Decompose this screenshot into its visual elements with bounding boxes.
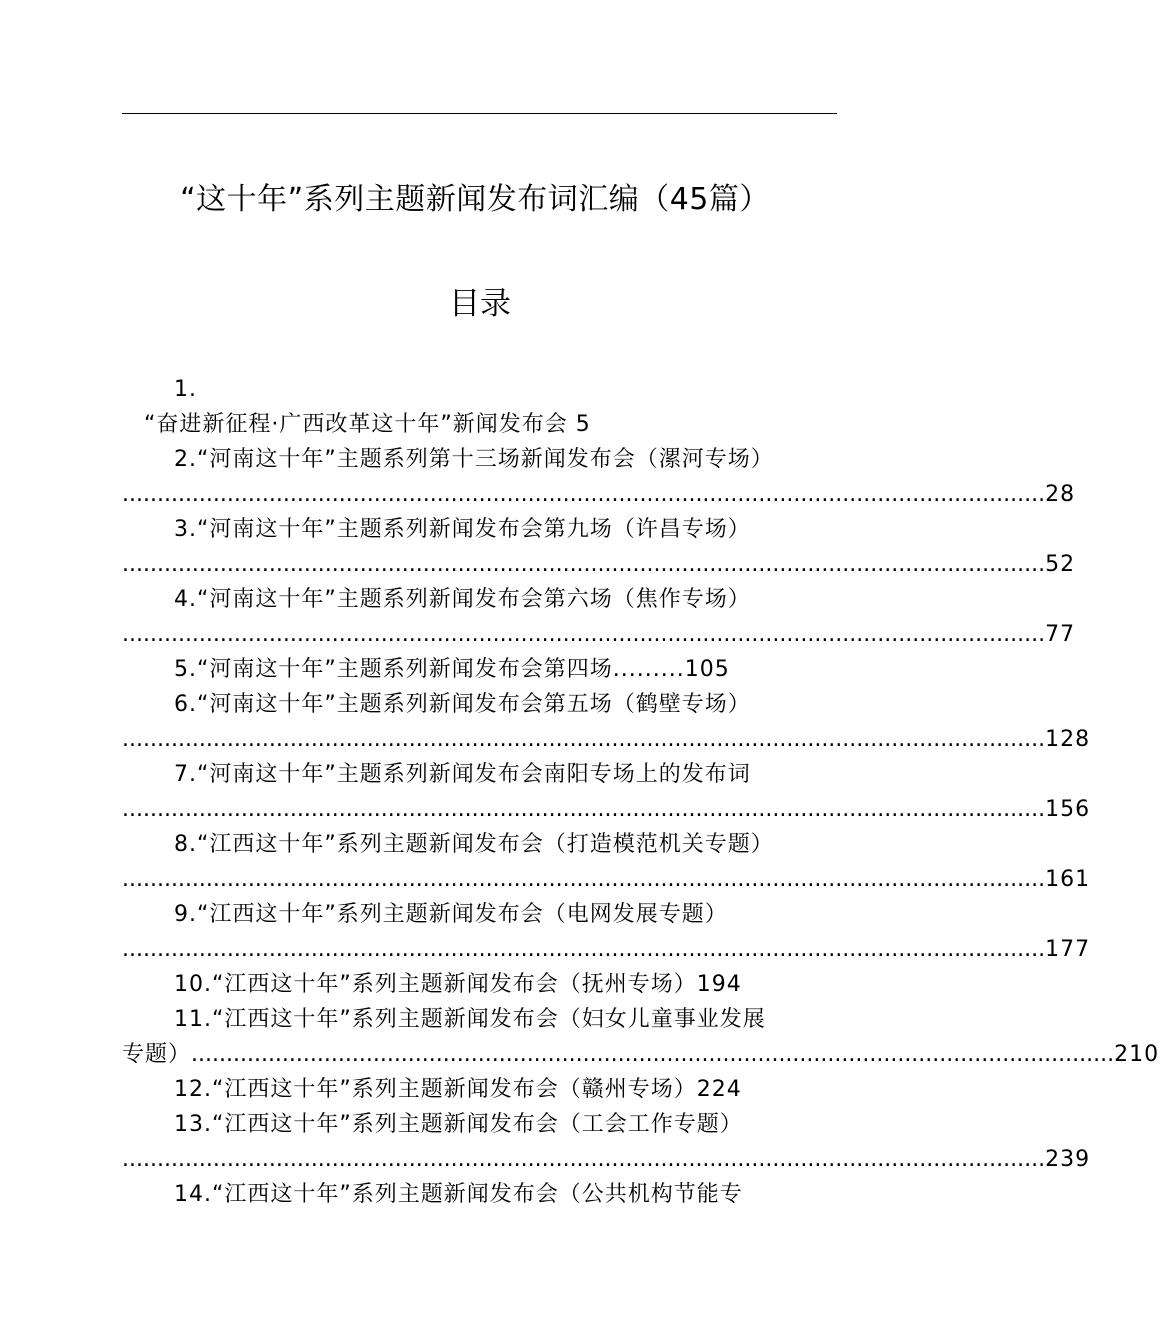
leader-dots: .................................................................................................................................... [122, 552, 1046, 577]
table-of-contents [122, 372, 1159, 1212]
toc-entry-8-line-2[interactable] [122, 862, 1091, 897]
toc-page-number: 161 [1045, 867, 1091, 892]
leader-dots: .................................................................................................................................... [122, 937, 1046, 962]
toc-entry-prefix: 专题） [122, 1042, 192, 1067]
toc-entry-10-line-1[interactable]: 10.“江西这十年”系列主题新闻发布会（抚州专场）194 [174, 972, 742, 997]
toc-entry-7-line-2[interactable] [122, 792, 1091, 827]
toc-entry-4-line-1[interactable]: 4.“河南这十年”主题系列新闻发布会第六场（焦作专场） [174, 587, 751, 612]
toc-entry-12-line-1[interactable]: 12.“江西这十年”系列主题新闻发布会（赣州专场）224 [174, 1077, 742, 1102]
toc-entry-8-line-1[interactable]: 8.“江西这十年”系列主题新闻发布会（打造模范机关专题） [174, 832, 774, 857]
toc-entry-9-line-2[interactable] [122, 932, 1091, 967]
leader-dots: .................................................................................................................................... [191, 1042, 1115, 1067]
leader-dots: .................................................................................................................................... [122, 1147, 1046, 1172]
toc-entry-6-line-2[interactable] [122, 722, 1091, 757]
header-rule [122, 113, 837, 114]
toc-page-number: 52 [1045, 552, 1076, 577]
leader-dots: .................................................................................................................................... [122, 867, 1046, 892]
toc-entry-2-line-1[interactable]: 2.“河南这十年”主题系列第十三场新闻发布会（漯河专场） [174, 447, 774, 472]
leader-dots: .................................................................................................................................... [122, 482, 1046, 507]
toc-entry-13-line-1[interactable]: 13.“江西这十年”系列主题新闻发布会（工会工作专题） [174, 1112, 743, 1137]
toc-entry-9-line-1[interactable]: 9.“江西这十年”系列主题新闻发布会（电网发展专题） [174, 902, 728, 927]
toc-entry-13-line-2[interactable] [122, 1142, 1091, 1177]
leader-dots: .................................................................................................................................... [122, 622, 1046, 647]
toc-page-number: 28 [1045, 482, 1076, 507]
toc-entry-2-line-2[interactable] [122, 477, 1076, 512]
toc-page-number: 128 [1045, 727, 1091, 752]
toc-entry-5-line-1[interactable]: 5.“河南这十年”主题系列新闻发布会第四场.........105 [174, 657, 730, 682]
toc-entry-14-line-1[interactable]: 14.“江西这十年”系列主题新闻发布会（公共机构节能专 [174, 1182, 743, 1207]
toc-page-number: 210 [1114, 1042, 1159, 1067]
toc-entry-3-line-1[interactable]: 3.“河南这十年”主题系列新闻发布会第九场（许昌专场） [174, 517, 751, 542]
toc-entry-4-line-2[interactable] [122, 617, 1076, 652]
toc-page-number: 156 [1045, 797, 1091, 822]
toc-entry-7-line-1[interactable]: 7.“河南这十年”主题系列新闻发布会南阳专场上的发布词 [174, 762, 751, 787]
toc-page-number: 177 [1045, 937, 1091, 962]
toc-entry-1-line-2[interactable]: “奋进新征程·广西改革这十年”新闻发布会 5 [144, 412, 591, 437]
toc-heading: 目录 [449, 286, 511, 322]
toc-entry-3-line-2[interactable] [122, 547, 1076, 582]
toc-page-number: 239 [1045, 1147, 1091, 1172]
toc-entry-11-line-1[interactable]: 11.“江西这十年”系列主题新闻发布会（妇女儿童事业发展 [174, 1007, 766, 1032]
toc-entry-6-line-1[interactable]: 6.“河南这十年”主题系列新闻发布会第五场（鹤壁专场） [174, 692, 751, 717]
leader-dots: .................................................................................................................................... [122, 727, 1046, 752]
leader-dots: .................................................................................................................................... [122, 797, 1046, 822]
toc-entry-1-line-1[interactable]: 1. [174, 377, 197, 402]
toc-entry-11-line-2[interactable] [122, 1037, 1159, 1072]
document-title: “这十年”系列主题新闻发布词汇编（45篇） [180, 182, 770, 217]
toc-page-number: 77 [1045, 622, 1076, 647]
